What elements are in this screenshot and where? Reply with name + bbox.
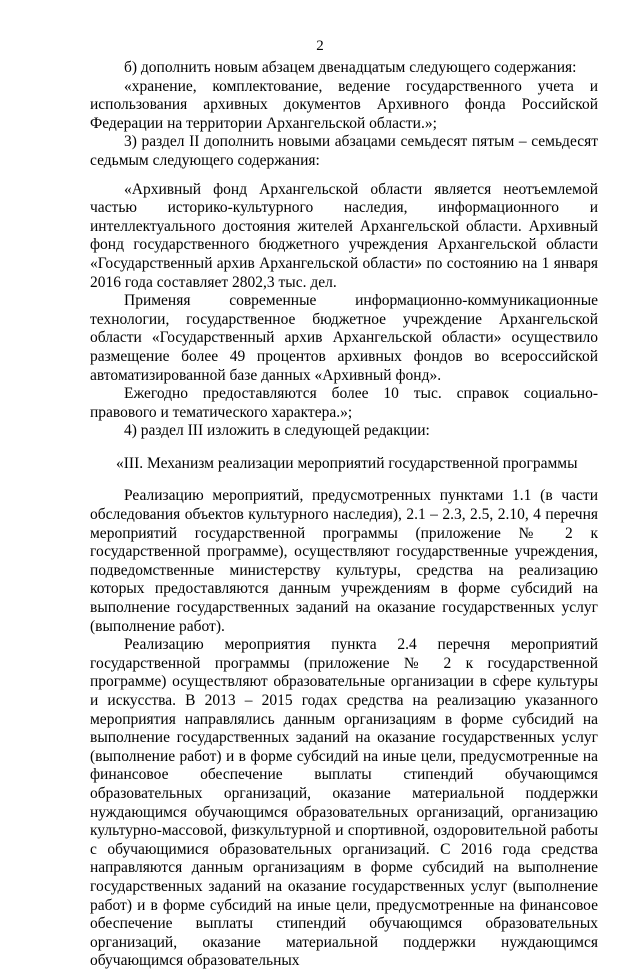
paragraph-implementation-2: Реализацию мероприятия пункта 2.4 перечня мероприятий государственной программы (приложение № 2 к государственной программе) осуществляют образовательные организации в сфере культуры и искусства. В 2013 – 2015 годах средства на реализацию указанного мероприятия направлялись данным организациям в форме субсидий на выполнение государственных заданий на оказание государственных услуг (выполнение работ) и в форме субсидий на иные цели, предусмотренные на финансовое обеспечение выплаты стипендий обучающимся образовательных организаций, оказание материальной поддержки нуждающимся обучающимся образовательных организаций, организацию культурно-массовой, физкультурной и спортивной, оздоровительной работы с обучающимися образовательных организаций. С 2016 года средства направляются данным организациям в форме субсидий на выполнение государственных заданий на оказание государственных услуг (выполнение работ) и в форме субсидий на иные цели, предусмотренные на финансовое обеспечение выплаты стипендий обучающимся образовательных организаций, оказание материальной поддержки нуждающимся обучающимся образовательных	[90, 636, 598, 970]
paragraph-annual-references: Ежегодно предоставляются более 10 тыс. справок социально-правового и тематического характера.»;	[90, 385, 598, 421]
paragraph-amend-4: 4) раздел III изложить в следующей редакции:	[124, 422, 430, 440]
paragraph-quote-storage: «хранение, комплектование, ведение государственного учета и использования архивных документов Архивного фонда Российской Федерации на территории Архангельской области.»;	[90, 77, 598, 132]
paragraph-implementation-1: Реализацию мероприятий, предусмотренных пунктами 1.1 (в части обследования объектов культурного наследия), 2.1 – 2.3, 2.5, 2.10, 4 перечня мероприятий государственной программы (приложение № 2 к государственной программе), осуществляют государственные учреждения, подведомственные министерству культуры, средства на реализацию которых предоставляются данным учреждениям в форме субсидий на выполнение государственных заданий на оказание государственных услуг (выполнение работ).	[90, 487, 598, 635]
page-number: 2	[316, 38, 324, 54]
document-body	[90, 59, 598, 971]
paragraph-amend-b: б) дополнить новым абзацем двенадцатым следующего содержания:	[124, 59, 577, 76]
section-heading: «III. Механизм реализации мероприятий государственной программы	[116, 454, 578, 472]
paragraph-amend-3: 3) раздел II дополнить новыми абзацами семьдесят пятым – семьдесят седьмым следующего содержания:	[90, 133, 598, 169]
paragraph-archive-fund: «Архивный фонд Архангельской области является неотъемлемой частью историко-культурного наследия, информационного и интеллектуального достояния жителей Архангельской области. Архивный фонд государственного бюджетного учреждения Архангельской области «Государственный архив Архангельской области» по состоянию на 1 января 2016 года составляет 2802,3 тыс. дел.	[90, 180, 598, 291]
paragraph-it-technologies: Применяя современные информационно-коммуникационные технологии, государственное бюджетное учреждение Архангельской области «Государственный архив Архангельской области» осуществило размещение более 49 процентов архивных фондов во всероссийской автоматизированной базе данных «Архивный фонд».	[90, 292, 598, 384]
